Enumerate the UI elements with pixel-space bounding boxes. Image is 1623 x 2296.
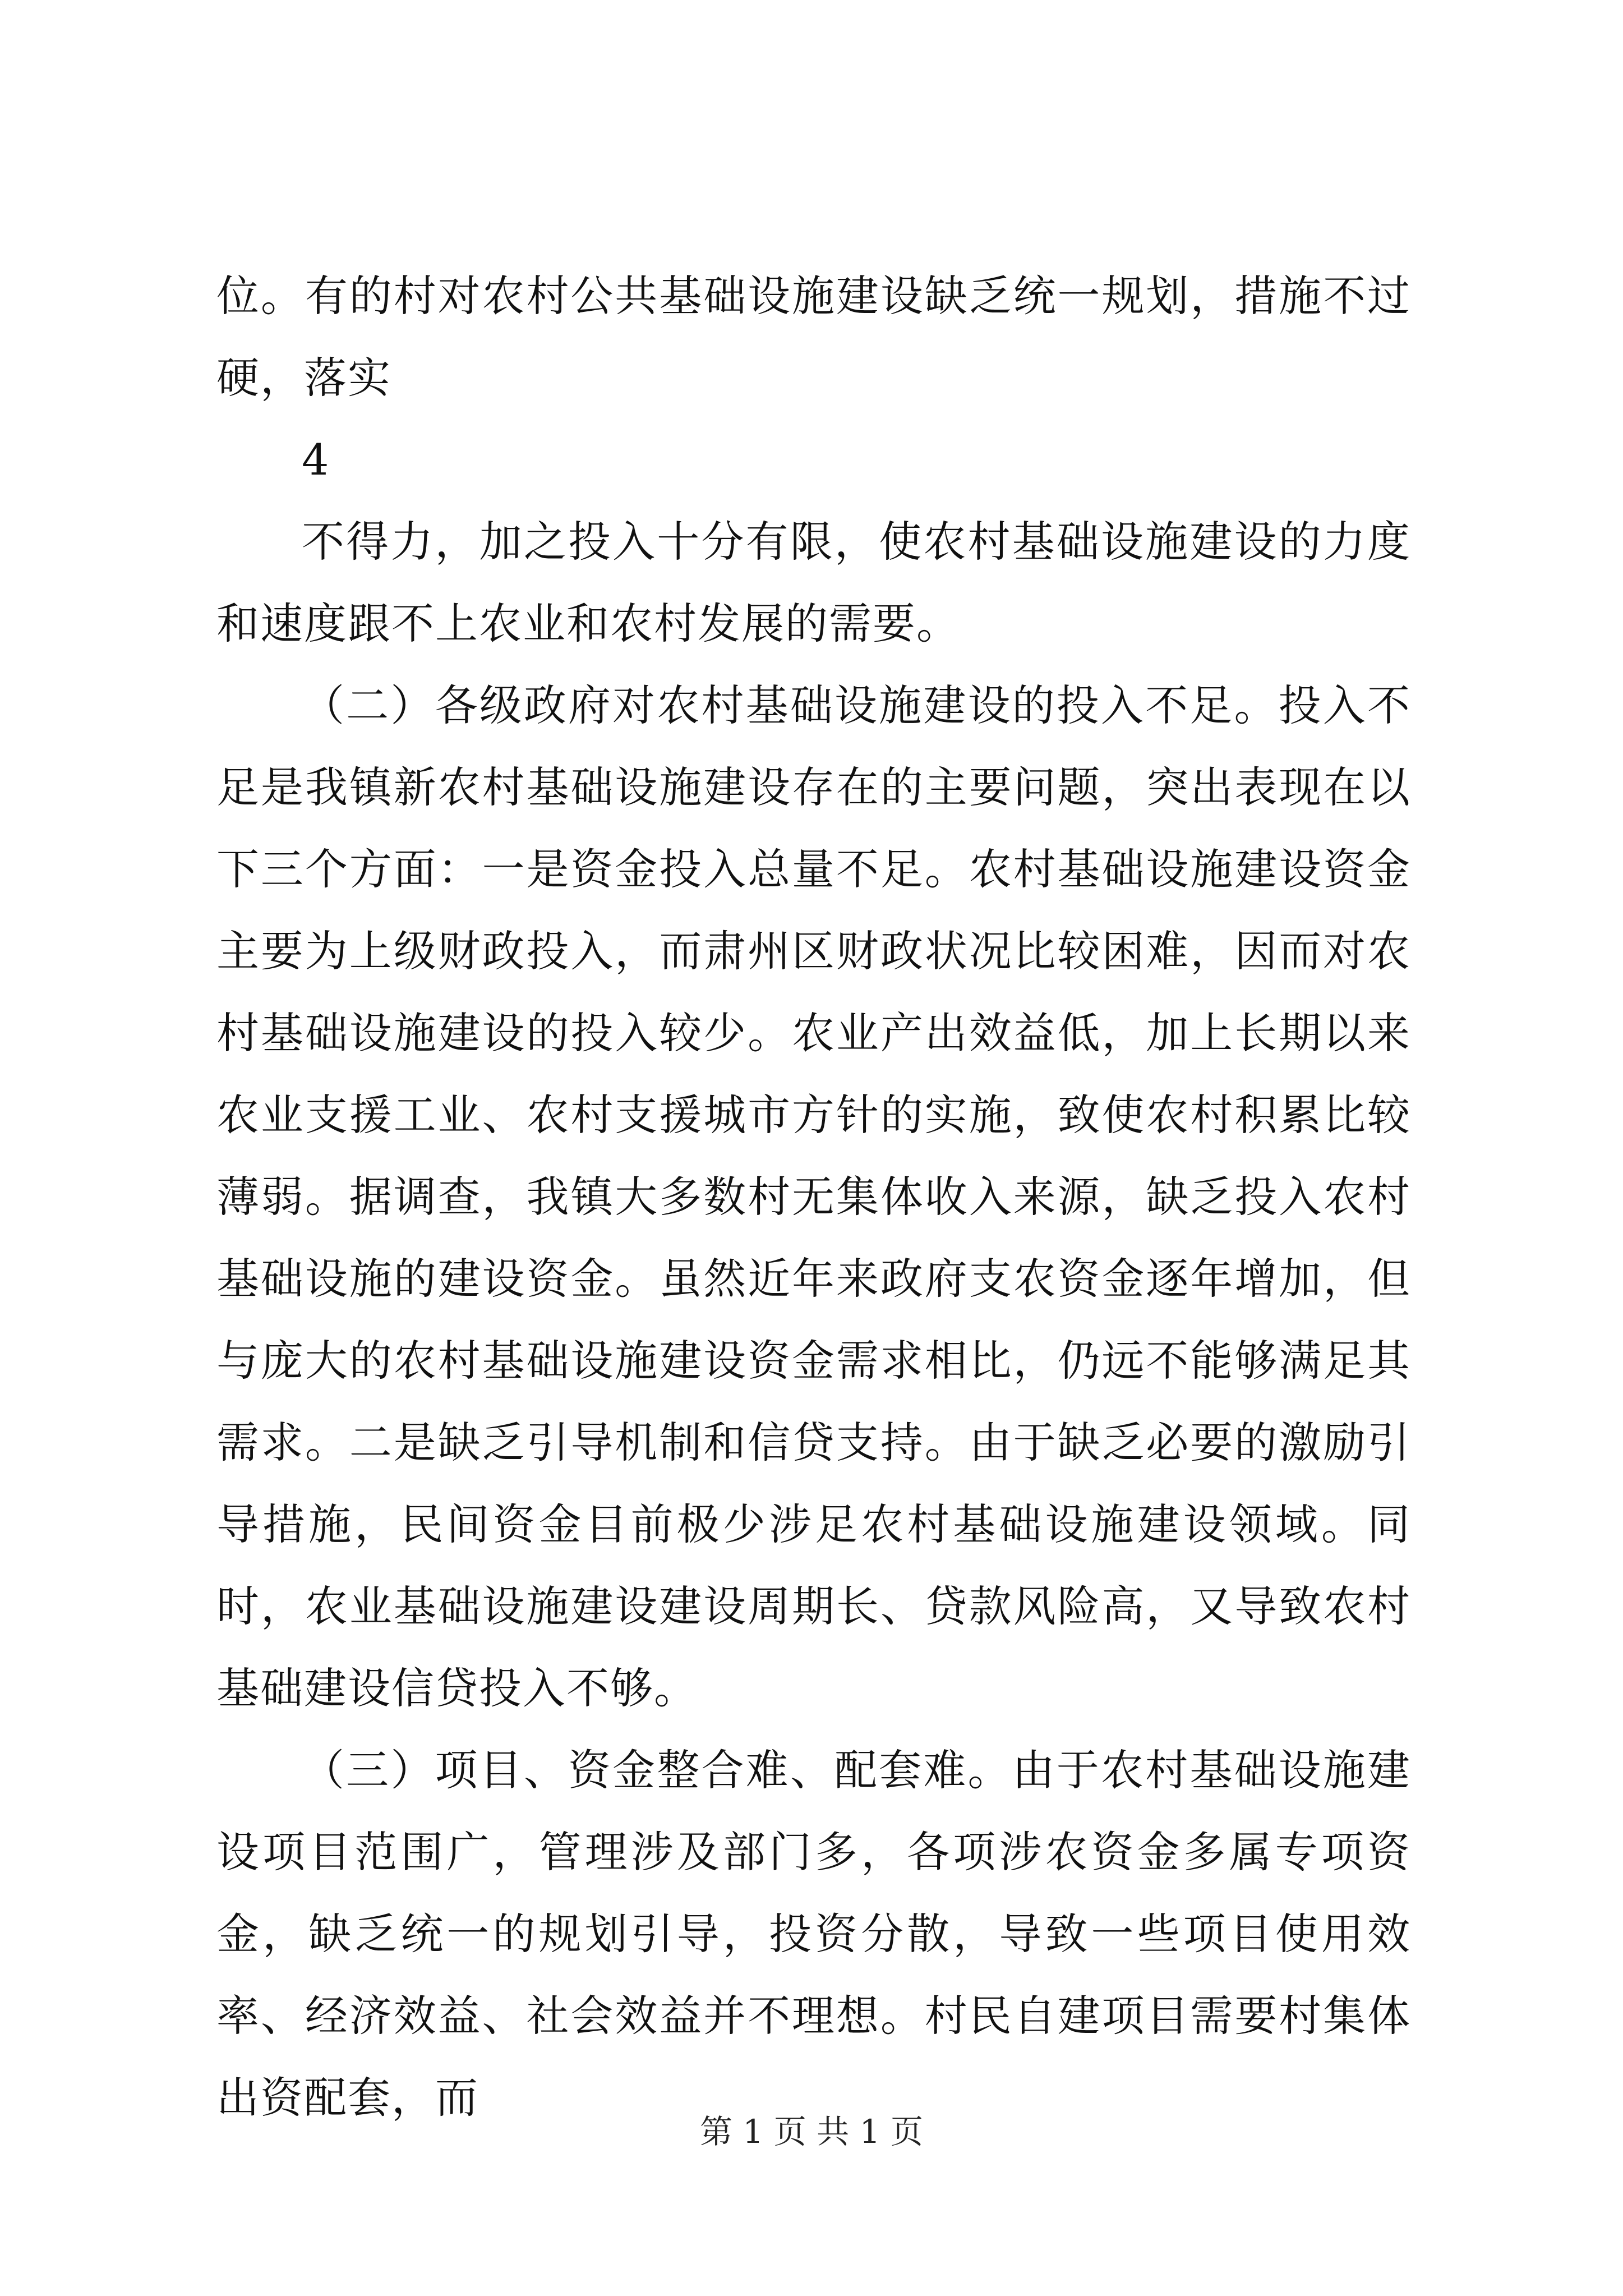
inline-page-number: 4 xyxy=(302,435,329,485)
paragraph-1: 位。有的村对农村公共基础设施建设缺乏统一规划，措施不过硬，落实 xyxy=(216,271,1411,403)
paragraph-2: 不得力，加之投入十分有限，使农村基础设施建设的力度和速度跟不上农业和农村发展的需要。 xyxy=(216,517,1411,648)
body-text xyxy=(216,255,1411,2139)
paragraph-3: （二）各级政府对农村基础设施建设的投入不足。投入不足是我镇新农村基础设施建设存在的主要问题，突出表现在以下三个方面：一是资金投入总量不足。农村基础设施建设资金主要为上级财政投入，而肃州区财政状况比较困难，因而对农村基础设施建设的投入较少。农业产出效益低，加上长期以来农业支援工业、农村支援城市方针的实施，致使农村积累比较薄弱。据调查，我镇大多数村无集体收入来源，缺乏投入农村基础设施的建设资金。虽然近年来政府支农资金逐年增加，但与庞大的农村基础设施建设资金需求相比，仍远不能够满足其需求。二是缺乏引导机制和信贷支持。由于缺乏必要的激励引导措施，民间资金目前极少涉足农村基础设施建设领域。同时，农业基础设施建设建设周期长、贷款风险高，又导致农村基础建设信贷投入不够。 xyxy=(216,680,1411,1713)
paragraph-4: （三）项目、资金整合难、配套难。由于农村基础设施建设项目范围广，管理涉及部门多，各项涉农资金多属专项资金，缺乏统一的规划引导，投资分散，导致一些项目使用效率、经济效益、社会效益并不理想。村民自建项目需要村集体出资配套，而 xyxy=(216,1745,1411,2123)
page-footer: 第 1 页 共 1 页 xyxy=(700,2113,923,2151)
